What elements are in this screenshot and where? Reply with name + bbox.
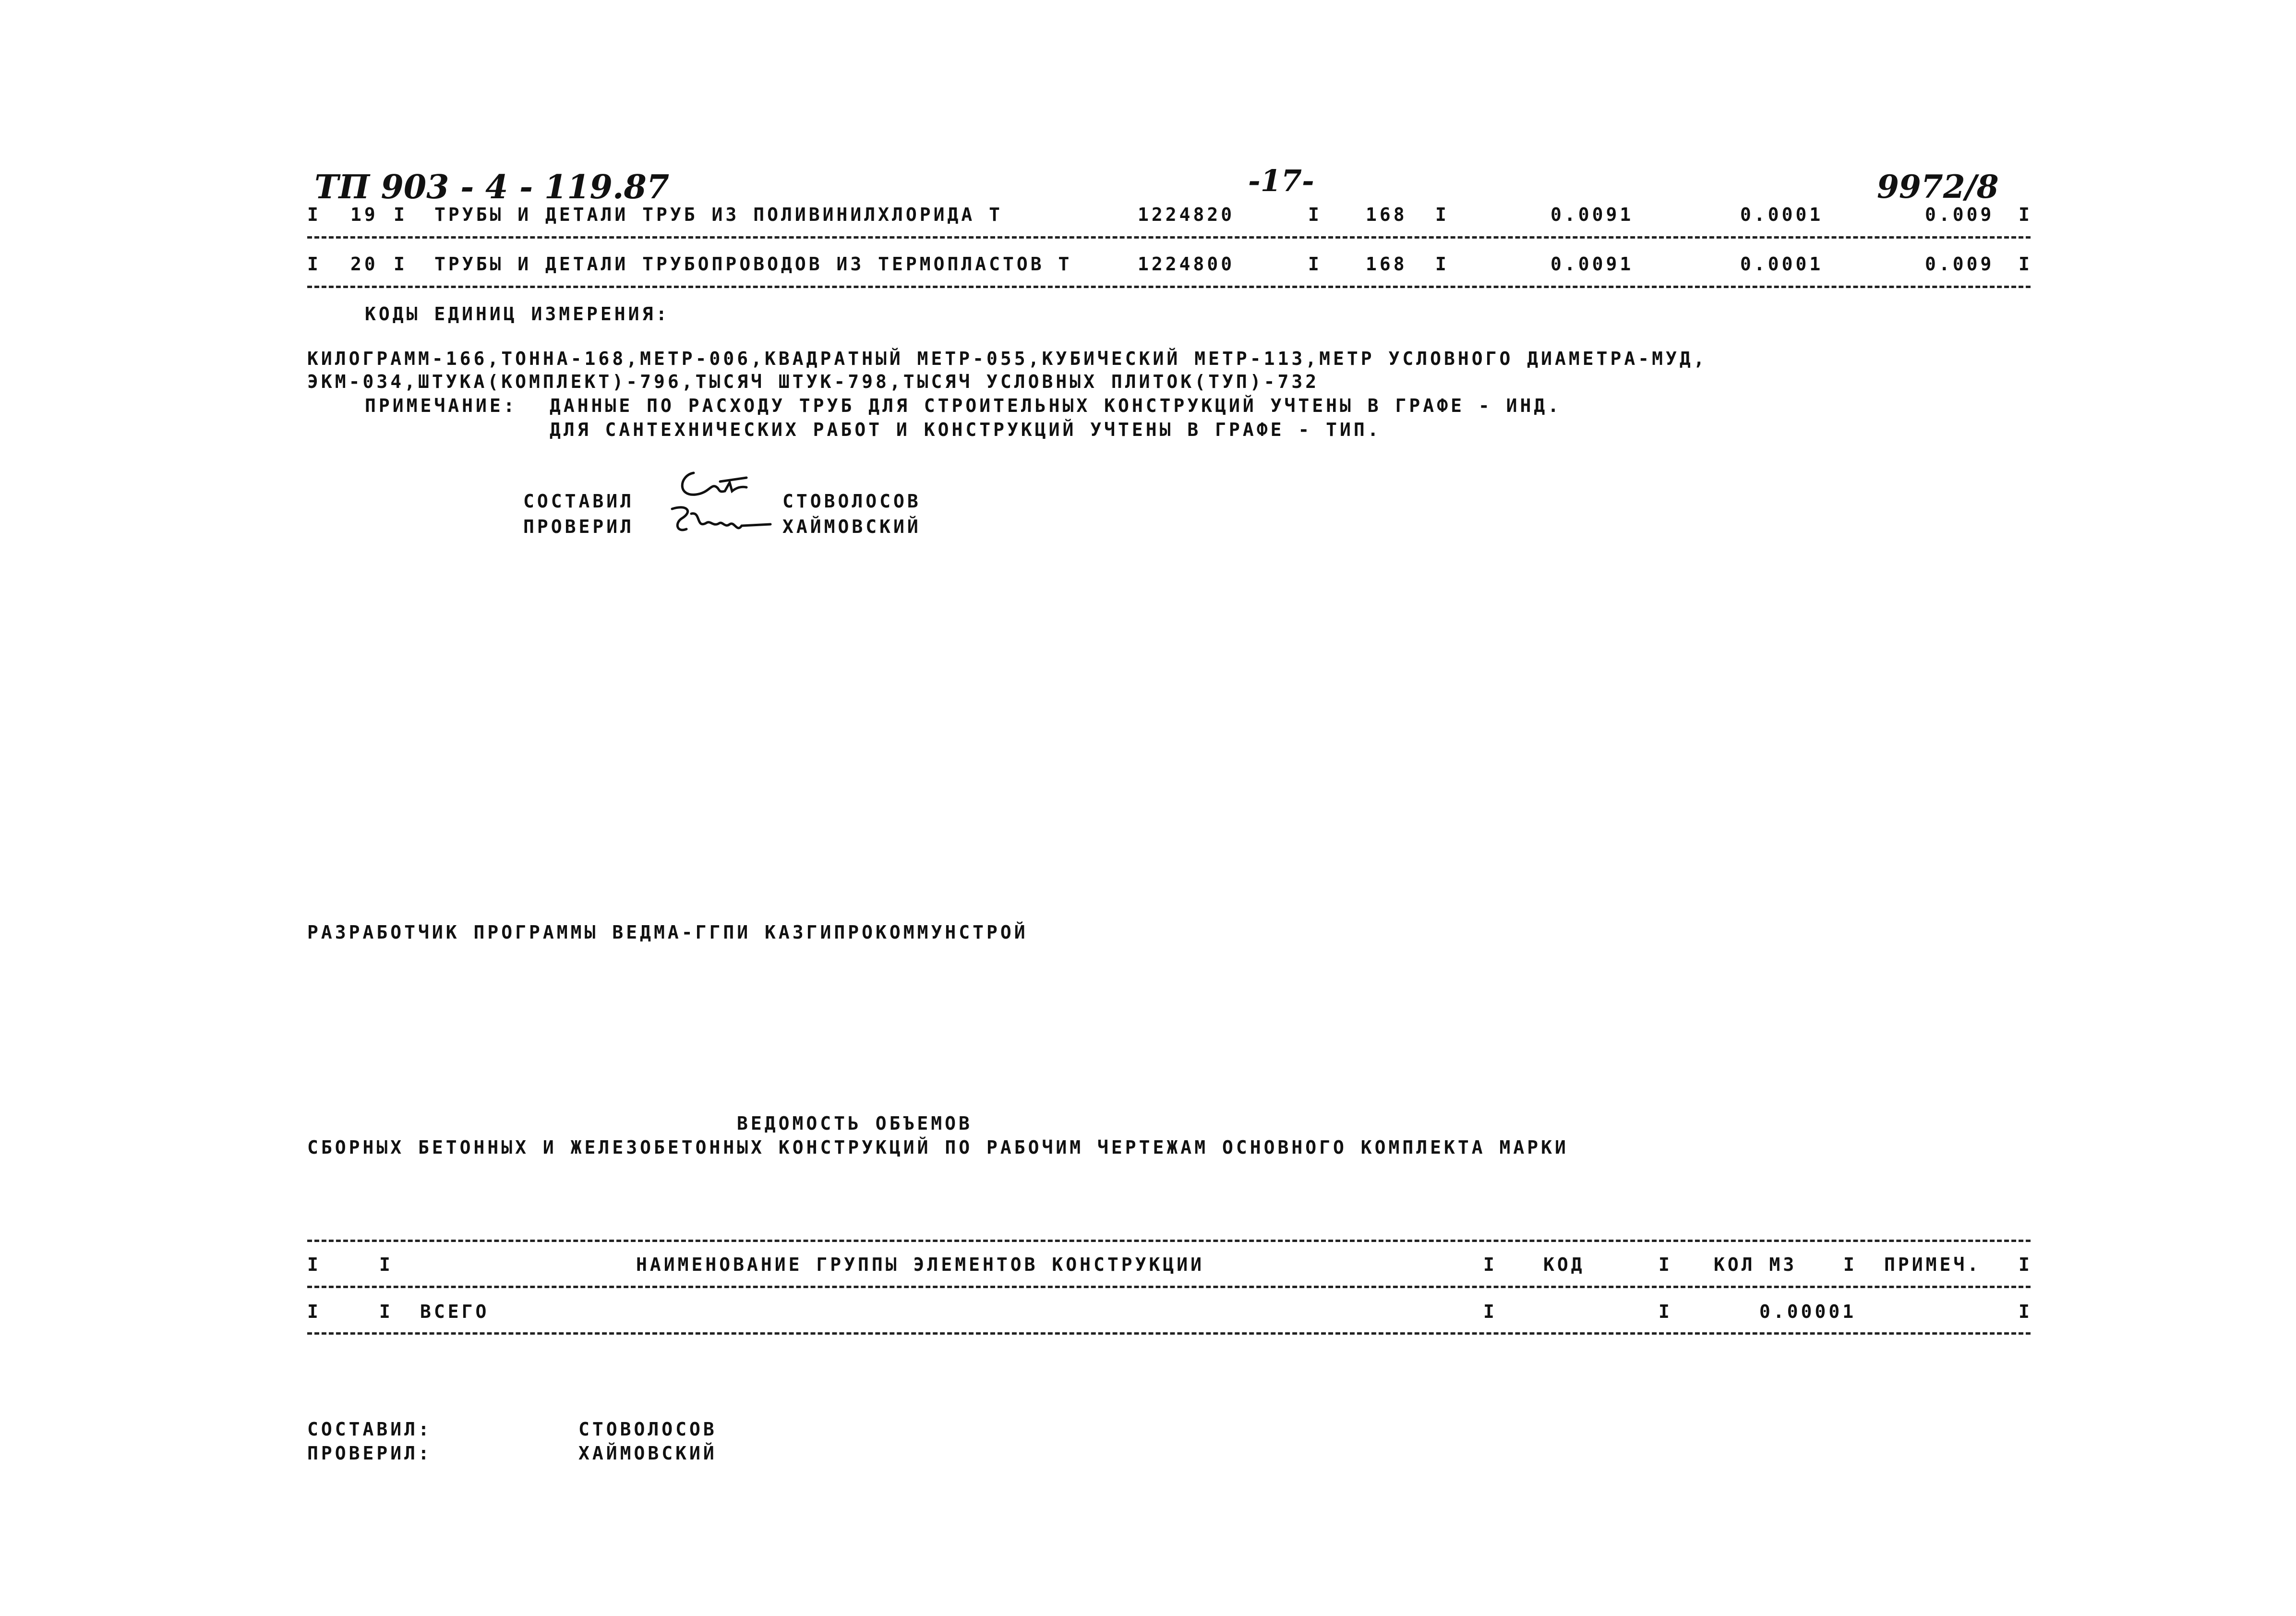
units-heading: КОДЫ ЕДИНИЦ ИЗМЕРЕНИЯ:	[365, 303, 670, 325]
row-code: 1224820	[1138, 204, 1235, 225]
row-number: 19	[350, 204, 378, 225]
row-unit: 168	[1366, 204, 1407, 225]
row-divider	[307, 236, 2031, 239]
row-sep: I	[1659, 1301, 1672, 1322]
statement-title: ВЕДОМОСТЬ ОБЪЕМОВ	[737, 1113, 973, 1134]
row-sep-right: I	[2019, 253, 2032, 275]
header-sep: I	[1843, 1254, 1857, 1275]
row-sep: I	[1435, 204, 1449, 225]
compiled-name: СТОВОЛОСОВ	[782, 491, 921, 512]
row-sep: I	[379, 1301, 393, 1322]
table-bottom-border	[307, 1332, 2031, 1335]
table-top-border	[307, 1240, 2031, 1242]
row-sep: I	[1308, 204, 1322, 225]
row-sep: I	[394, 253, 408, 275]
header-sep: I	[1659, 1254, 1672, 1275]
page-number: -17-	[1248, 163, 1314, 198]
note-line-1: ДАННЫЕ ПО РАСХОДУ ТРУБ ДЛЯ СТРОИТЕЛЬНЫХ КОНСТРУКЦИЙ УЧТЕНЫ В ГРАФЕ - ИНД.	[550, 395, 1562, 416]
total-qty: 0.00001	[1759, 1301, 1857, 1322]
checked-label: ПРОВЕРИЛ	[523, 516, 635, 537]
row-number: 20	[350, 253, 378, 275]
row-value-1: 0.0091	[1551, 204, 1634, 225]
row-value-3: 0.009	[1925, 253, 1995, 275]
row-sep: I	[1435, 253, 1449, 275]
note-line-2: ДЛЯ САНТЕХНИЧЕСКИХ РАБОТ И КОНСТРУКЦИЙ УЧТЕНЫ В ГРАФЕ - ТИП.	[550, 419, 1382, 440]
signature-checked-icon	[658, 499, 782, 543]
note-label: ПРИМЕЧАНИЕ:	[365, 395, 517, 416]
row-code: 1224800	[1138, 253, 1235, 275]
column-header-qty: КОЛ МЗ	[1714, 1254, 1797, 1275]
row-name: ТРУБЫ И ДЕТАЛИ ТРУБ ИЗ ПОЛИВИНИЛХЛОРИДА Т	[434, 204, 1003, 225]
column-header-note: ПРИМЕЧ.	[1884, 1254, 1982, 1275]
row-sep: I	[1483, 1301, 1497, 1322]
column-header-name: НАИМЕНОВАНИЕ ГРУППЫ ЭЛЕМЕНТОВ КОНСТРУКЦИИ	[636, 1254, 1204, 1275]
bottom-checked-name: ХАЙМОВСКИЙ	[578, 1443, 717, 1464]
row-sep: I	[394, 204, 408, 225]
compiled-label: СОСТАВИЛ	[523, 491, 635, 512]
row-sep-right: I	[2019, 1301, 2032, 1322]
column-header-code: КОД	[1543, 1254, 1585, 1275]
developer-line: РАЗРАБОТЧИК ПРОГРАММЫ ВЕДМА-ГГПИ КАЗГИПРОКОММУНСТРОЙ	[307, 922, 1028, 943]
header-sep-left: I	[307, 1254, 321, 1275]
row-name: ТРУБЫ И ДЕТАЛИ ТРУБОПРОВОДОВ ИЗ ТЕРМОПЛАСТОВ Т	[434, 253, 1072, 275]
row-value-1: 0.0091	[1551, 253, 1634, 275]
checked-name: ХАЙМОВСКИЙ	[782, 516, 921, 537]
row-sep-left: I	[307, 253, 321, 275]
sheet-code: 9972/8	[1877, 168, 1999, 205]
row-value-2: 0.0001	[1740, 253, 1824, 275]
row-sep-left: I	[307, 1301, 321, 1322]
statement-subtitle: СБОРНЫХ БЕТОННЫХ И ЖЕЛЕЗОБЕТОННЫХ КОНСТРУКЦИЙ ПО РАБОЧИМ ЧЕРТЕЖАМ ОСНОВНОГО КОМПЛЕКТА МАРКИ	[307, 1137, 1569, 1158]
units-line-1: КИЛОГРАММ-166,ТОННА-168,МЕТР-006,КВАДРАТНЫЙ МЕТР-055,КУБИЧЕСКИЙ МЕТР-113,МЕТР УСЛОВНОГО ДИАМЕТРА-МУД,	[307, 348, 1707, 369]
header-sep-right: I	[2019, 1254, 2032, 1275]
row-sep: I	[1308, 253, 1322, 275]
header-divider	[307, 1286, 2031, 1288]
row-sep-left: I	[307, 204, 321, 225]
bottom-compiled-label: СОСТАВИЛ:	[307, 1419, 432, 1440]
bottom-checked-label: ПРОВЕРИЛ:	[307, 1443, 432, 1464]
row-divider	[307, 286, 2031, 288]
units-line-2: ЭКМ-034,ШТУКА(КОМПЛЕКТ)-796,ТЫСЯЧ ШТУК-798,ТЫСЯЧ УСЛОВНЫХ ПЛИТОК(ТУП)-732	[307, 371, 1320, 392]
row-value-3: 0.009	[1925, 204, 1995, 225]
document-code: ТП 903 - 4 - 119.87	[314, 168, 670, 206]
header-sep: I	[1483, 1254, 1497, 1275]
header-sep: I	[379, 1254, 393, 1275]
row-sep-right: I	[2019, 204, 2032, 225]
row-value-2: 0.0001	[1740, 204, 1824, 225]
total-label: ВСЕГО	[420, 1301, 490, 1322]
row-unit: 168	[1366, 253, 1407, 275]
bottom-compiled-name: СТОВОЛОСОВ	[578, 1419, 717, 1440]
